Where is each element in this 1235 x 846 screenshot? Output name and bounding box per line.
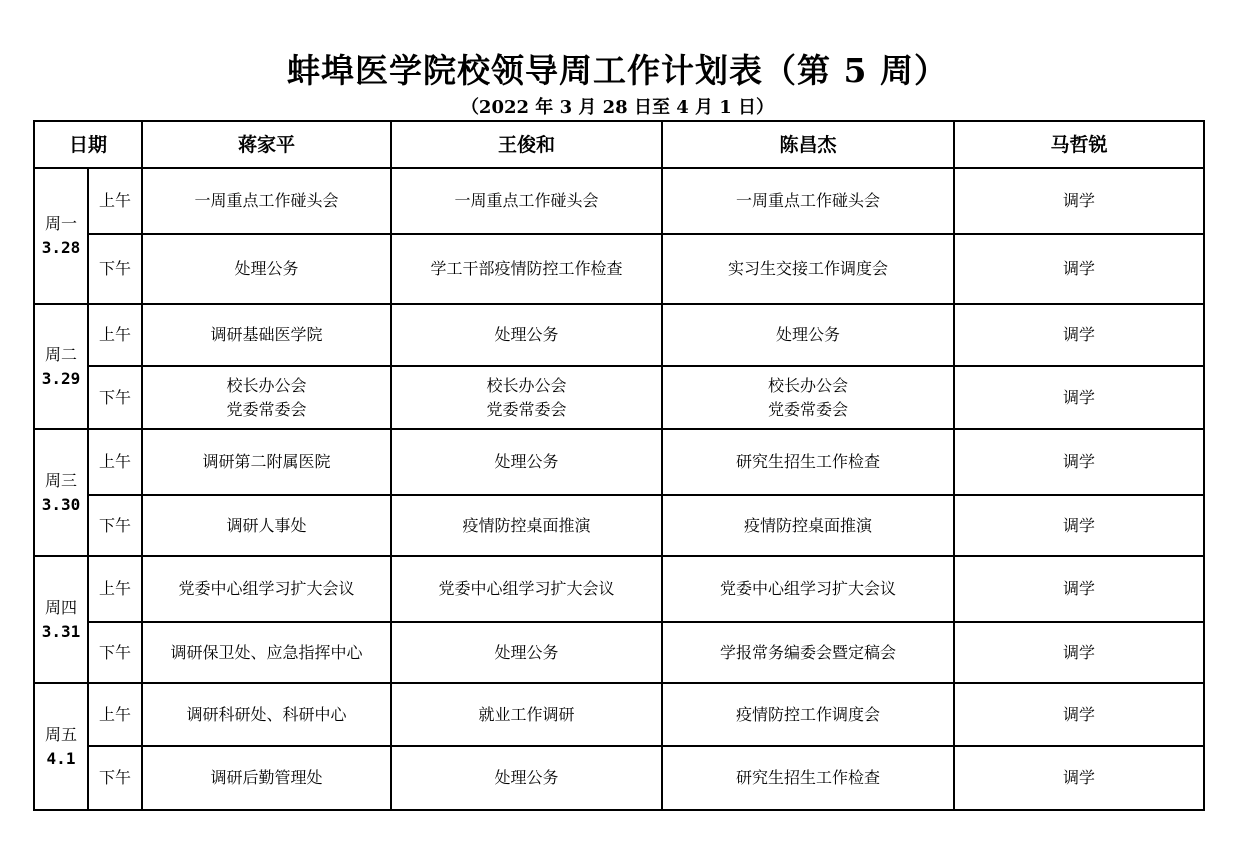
schedule-item: 研究生招生工作检查 (736, 452, 881, 471)
schedule-body (34, 168, 1204, 810)
table-row (34, 556, 1204, 622)
schedule-cell (662, 556, 954, 622)
schedule-cell (391, 495, 662, 556)
day-date: 3.29 (41, 368, 81, 388)
header-leader: 王俊和 (391, 121, 662, 168)
schedule-cell (662, 746, 954, 810)
schedule-item: 实习生交接工作调度会 (728, 259, 889, 278)
day-cell (34, 304, 88, 429)
schedule-cell (391, 683, 662, 746)
schedule-cell (662, 622, 954, 683)
period-morning: 上午 (88, 556, 142, 622)
schedule-item: 校长办公会 (486, 375, 567, 395)
day-date: 3.31 (41, 621, 81, 641)
schedule-item: 调学 (1063, 768, 1096, 787)
table-row (34, 683, 1204, 746)
schedule-item: 就业工作调研 (478, 704, 575, 724)
header-leader: 马哲锐 (954, 121, 1204, 168)
schedule-item: 调研第二附属医院 (202, 452, 331, 471)
period-afternoon: 下午 (88, 366, 142, 429)
schedule-item: 一周重点工作碰头会 (736, 191, 881, 210)
schedule-cell (662, 304, 954, 366)
header-leader: 陈昌杰 (662, 121, 954, 168)
schedule-cell (662, 495, 954, 556)
table-row (34, 622, 1204, 683)
schedule-item: 一周重点工作碰头会 (194, 191, 339, 210)
schedule-item: 处理公务 (234, 259, 299, 278)
schedule-cell (954, 168, 1204, 234)
day-name: 周四 (44, 597, 77, 617)
table-row (34, 429, 1204, 495)
table-row (34, 366, 1204, 429)
schedule-cell (662, 168, 954, 234)
schedule-cell (954, 622, 1204, 683)
schedule-cell (954, 304, 1204, 366)
table-row (34, 304, 1204, 366)
schedule-cell (142, 234, 391, 304)
day-cell (34, 168, 88, 304)
header-leader: 蒋家平 (142, 121, 391, 168)
schedule-item: 处理公务 (494, 768, 559, 787)
schedule-cell (954, 234, 1204, 304)
schedule-item: 校长办公会 (226, 375, 307, 395)
schedule-item: 调学 (1063, 452, 1096, 471)
schedule-cell (662, 366, 954, 429)
day-name: 周二 (44, 344, 77, 364)
schedule-cell (391, 622, 662, 683)
day-cell (34, 683, 88, 810)
schedule-item: 一周重点工作碰头会 (454, 191, 599, 210)
schedule-cell (954, 746, 1204, 810)
day-name: 周三 (44, 470, 77, 490)
header-date: 日期 (34, 121, 142, 168)
schedule-cell (391, 168, 662, 234)
schedule-item: 调研保卫处、应急指挥中心 (170, 642, 363, 662)
schedule-item: 调学 (1063, 259, 1096, 278)
day-cell (34, 556, 88, 683)
schedule-cell (391, 556, 662, 622)
schedule-item: 调研科研处、科研中心 (186, 704, 347, 724)
schedule-cell (954, 556, 1204, 622)
period-morning: 上午 (88, 683, 142, 746)
header-row (34, 121, 1204, 168)
schedule-item: 调学 (1063, 191, 1096, 210)
schedule-item: 党委中心组学习扩大会议 (178, 579, 355, 598)
schedule-cell (391, 746, 662, 810)
day-name: 周五 (44, 724, 77, 744)
schedule-item: 调学 (1063, 704, 1096, 724)
document-title: 蚌埠医学院校领导周工作计划表（第 5 周） (287, 51, 948, 90)
schedule-item: 调学 (1063, 515, 1096, 535)
schedule-cell (954, 683, 1204, 746)
document-subtitle: （2022 年 3 月 28 日至 4 月 1 日） (460, 97, 775, 118)
schedule-cell (954, 495, 1204, 556)
schedule-item: 处理公务 (494, 642, 559, 662)
schedule-item: 党委常委会 (768, 399, 849, 419)
schedule-cell (142, 168, 391, 234)
schedule-cell (391, 234, 662, 304)
schedule-item: 调研人事处 (226, 515, 307, 535)
schedule-cell (142, 683, 391, 746)
day-date: 3.28 (41, 238, 81, 257)
schedule-item: 调学 (1063, 579, 1096, 598)
schedule-item: 党委常委会 (226, 399, 307, 419)
schedule-item: 党委常委会 (486, 399, 567, 419)
schedule-cell (662, 234, 954, 304)
period-afternoon: 下午 (88, 234, 142, 304)
schedule-cell (142, 622, 391, 683)
schedule-cell (142, 429, 391, 495)
schedule-cell (142, 556, 391, 622)
schedule-item: 党委中心组学习扩大会议 (438, 579, 615, 598)
period-morning: 上午 (88, 429, 142, 495)
day-name: 周一 (44, 214, 77, 233)
schedule-item: 学工干部疫情防控工作检查 (430, 259, 623, 278)
day-cell (34, 429, 88, 556)
schedule-cell (142, 366, 391, 429)
schedule-item: 疫情防控桌面推演 (744, 515, 873, 535)
day-date: 3.30 (41, 494, 81, 514)
schedule-item: 党委中心组学习扩大会议 (720, 579, 897, 598)
schedule-cell (954, 366, 1204, 429)
period-morning: 上午 (88, 304, 142, 366)
schedule-item: 研究生招生工作检查 (736, 768, 881, 787)
period-morning: 上午 (88, 168, 142, 234)
schedule-item: 学报常务编委会暨定稿会 (720, 642, 897, 662)
schedule-item: 调学 (1063, 387, 1096, 407)
schedule-cell (142, 304, 391, 366)
schedule-cell (391, 429, 662, 495)
schedule-cell (391, 304, 662, 366)
schedule-item: 调研后勤管理处 (210, 768, 323, 787)
schedule-item: 调研基础医学院 (210, 325, 323, 344)
day-date: 4.1 (46, 748, 76, 768)
schedule-item: 疫情防控桌面推演 (462, 515, 591, 535)
table-row (34, 495, 1204, 556)
table-row (34, 746, 1204, 810)
schedule-item: 处理公务 (494, 325, 559, 344)
schedule-item: 调学 (1063, 642, 1096, 662)
schedule-item: 校长办公会 (768, 375, 849, 395)
schedule-cell (142, 746, 391, 810)
schedule-cell (662, 429, 954, 495)
schedule-table (33, 120, 1205, 811)
schedule-item: 疫情防控工作调度会 (736, 704, 881, 724)
period-afternoon: 下午 (88, 622, 142, 683)
schedule-item: 调学 (1063, 325, 1096, 344)
period-afternoon: 下午 (88, 746, 142, 810)
table-row (34, 168, 1204, 234)
schedule-item: 处理公务 (494, 452, 559, 471)
period-afternoon: 下午 (88, 495, 142, 556)
schedule-cell (662, 683, 954, 746)
schedule-cell (954, 429, 1204, 495)
table-row (34, 234, 1204, 304)
schedule-cell (391, 366, 662, 429)
schedule-cell (142, 495, 391, 556)
schedule-item: 处理公务 (776, 325, 841, 344)
